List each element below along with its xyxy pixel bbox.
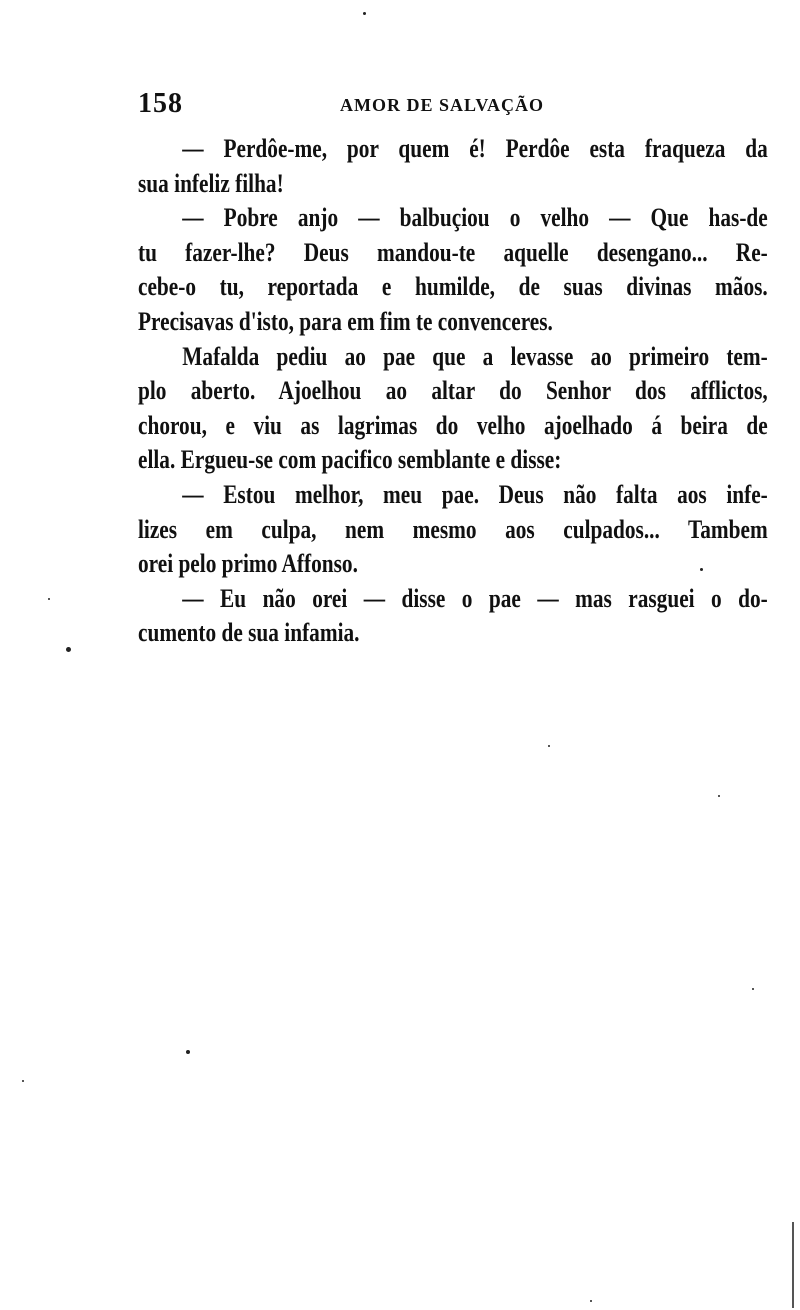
text-line: — Pobre anjo — balbuçiou o velho — Que has-de xyxy=(182,203,768,233)
text-line: — Estou melhor, meu pae. Deus não falta aos infe- xyxy=(182,479,768,509)
running-head xyxy=(138,88,768,122)
text-line: — Eu não orei — disse o pae — mas rasguei o do- xyxy=(182,583,768,613)
text-line: plo aberto. Ajoelhou ao altar do Senhor dos afflictos, xyxy=(138,376,768,406)
text-line: ella. Ergueu-se com pacifico semblante e disse: xyxy=(138,445,562,475)
running-title: AMOR DE SALVAÇÃO xyxy=(340,95,545,115)
scan-speck xyxy=(590,1300,592,1302)
scan-speck xyxy=(66,647,71,652)
text-line: cebe-o tu, reportada e humilde, de suas divinas mãos. xyxy=(138,272,768,302)
scan-speck xyxy=(48,598,50,600)
text-line: sua infeliz filha! xyxy=(138,168,284,198)
scan-speck xyxy=(718,795,720,797)
text-line: Precisavas d'isto, para em fim te convenceres. xyxy=(138,306,553,336)
text-line: chorou, e viu as lagrimas do velho ajoelhado á beira de xyxy=(138,410,768,440)
text-line: lizes em culpa, nem mesmo aos culpados... Tambem xyxy=(138,514,768,544)
scan-speck xyxy=(186,1050,190,1054)
scan-speck xyxy=(752,988,754,990)
scan-speck xyxy=(363,12,366,15)
text-line: cumento de sua infamia. xyxy=(138,618,360,648)
body-text xyxy=(138,132,768,651)
text-line: orei pelo primo Affonso. xyxy=(138,549,358,579)
text-line: Mafalda pediu ao pae que a levasse ao primeiro tem- xyxy=(182,341,768,371)
scan-speck xyxy=(700,568,703,571)
scan-speck xyxy=(22,1080,24,1082)
scan-speck xyxy=(548,745,550,747)
scan-edge-mark xyxy=(792,1222,794,1308)
text-line: tu fazer-lhe? Deus mandou-te aquelle desengano... Re- xyxy=(138,237,768,267)
text-line: — Perdôe-me, por quem é! Perdôe esta fraqueza da xyxy=(182,134,768,163)
page-number: 158 xyxy=(138,88,183,119)
